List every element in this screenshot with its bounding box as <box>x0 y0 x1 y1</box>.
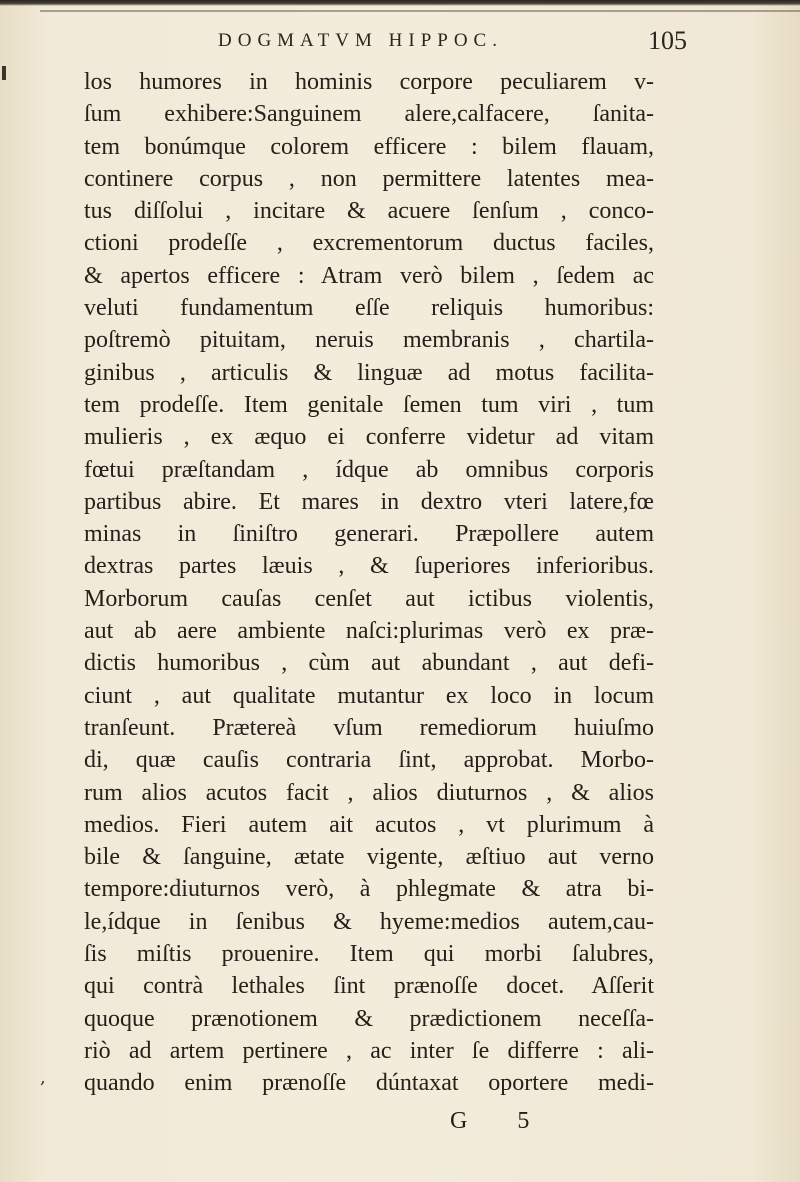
running-head: DOGMATVM HIPPOC. <box>218 30 503 51</box>
text-line: Morborum cauſas cenſet aut ictibus violentis, <box>84 585 654 612</box>
text-line: dextras partes læuis , & ſuperiores inferioribus. <box>84 553 654 580</box>
text-line: partibus abire. Et mares in dextro vteri latere,fœ <box>84 488 654 515</box>
text-line: tranſeunt. Prætereà vſum remediorum huiuſmo <box>84 714 654 741</box>
text-line: minas in ſiniſtro generari. Præpollere autem <box>84 521 654 548</box>
text-line: tempore:diuturnos verò, à phlegmate & atra bi- <box>84 876 654 903</box>
text-line: ſis miſtis prouenire. Item qui morbi ſalubres, <box>84 941 654 968</box>
text-line: continere corpus , non permittere latentes mea- <box>84 165 654 192</box>
text-line: ciunt , aut qualitate mutantur ex loco in locum <box>84 682 654 709</box>
top-thin-rule <box>40 10 800 12</box>
text-line: tem bonúmque colorem efficere : bilem flauam, <box>84 133 654 160</box>
text-line: dictis humoribus , cùm aut abundant , aut defi- <box>84 650 654 677</box>
text-line: quoque prænotionem & prædictionem neceſſa- <box>84 1005 654 1032</box>
text-line: tus diſſolui , incitare & acuere ſenſum , conco- <box>84 198 654 225</box>
body-text <box>84 66 654 1100</box>
page-header <box>0 26 800 60</box>
signature-mark: G 5 <box>450 1108 552 1134</box>
text-line: bile & ſanguine, ætate vigente, æſtiuo aut verno <box>84 844 654 871</box>
page-number: 105 <box>648 26 687 55</box>
top-edge-rule <box>0 0 800 6</box>
text-line: ctioni prodeſſe , excrementorum ductus faciles, <box>84 230 654 257</box>
text-line: poſtremò pituitam, neruis membranis , chartila- <box>84 327 654 354</box>
text-line: medios. Fieri autem ait acutos , vt plurimum à <box>84 811 654 838</box>
text-line: rum alios acutos facit , alios diuturnos , & alios <box>84 779 654 806</box>
margin-dot: , <box>40 1067 46 1088</box>
text-line: di, quæ cauſis contraria ſint, approbat. Morbo- <box>84 747 654 774</box>
text-line: ſum exhibere:Sanguinem alere,calfacere, ſanita- <box>84 101 654 128</box>
text-line: tem prodeſſe. Item genitale ſemen tum viri , tum <box>84 391 654 418</box>
text-line: aut ab aere ambiente naſci:plurimas verò ex præ- <box>84 618 654 645</box>
text-line: quando enim prænoſſe dúntaxat oportere medi- <box>84 1070 654 1097</box>
text-line: mulieris , ex æquo ei conferre videtur ad vitam <box>84 424 654 451</box>
text-line: los humores in hominis corpore peculiarem v- <box>84 69 654 95</box>
text-line: & apertos efficere : Atram verò bilem , ſedem ac <box>84 262 654 289</box>
text-line: le,ídque in ſenibus & hyeme:medios autem,cau- <box>84 908 654 935</box>
text-line: riò ad artem pertinere , ac inter ſe differre : ali- <box>84 1037 654 1064</box>
text-line: veluti fundamentum eſſe reliquis humoribus: <box>84 295 654 322</box>
text-line: ginibus , articulis & linguæ ad motus facilita- <box>84 359 654 386</box>
text-line: fœtui præſtandam , ídque ab omnibus corporis <box>84 456 654 483</box>
text-line: qui contrà lethales ſint prænoſſe docet. Aſſerit <box>84 973 654 1000</box>
margin-mark <box>2 66 6 80</box>
